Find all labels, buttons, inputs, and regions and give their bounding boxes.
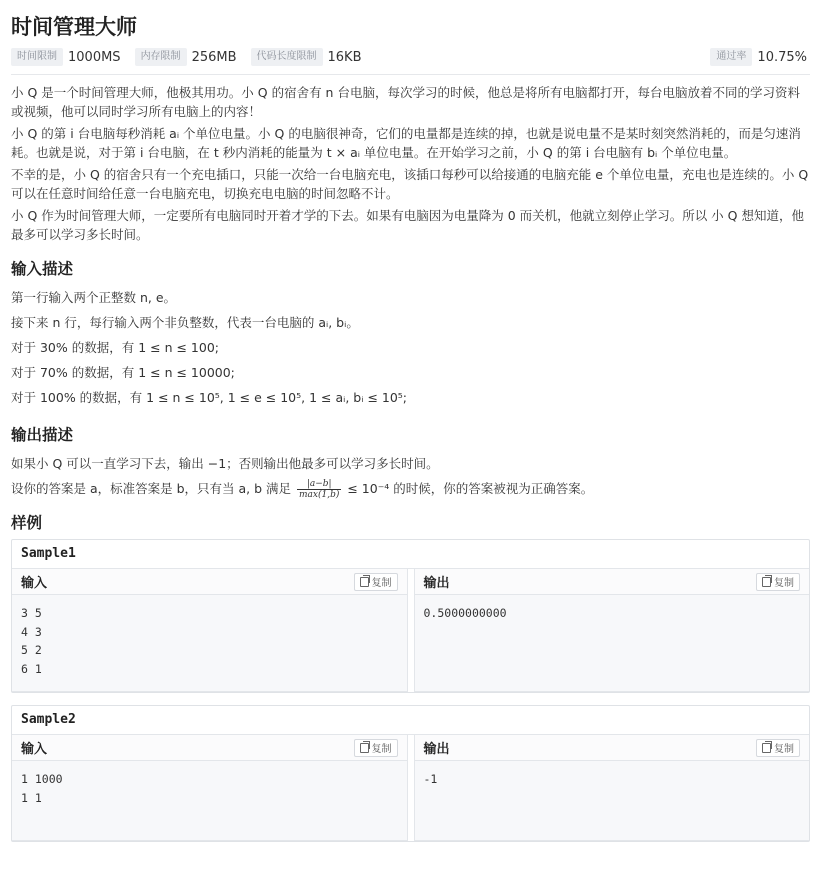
input-line: 对于 70% 的数据，有 1 ≤ n ≤ 10000; <box>11 365 235 380</box>
sample-input-label: 输入 <box>21 742 48 757</box>
input-line: 接下来 n 行，每行输入两个非负整数，代表一台电脑的 aᵢ, bᵢ。 <box>11 315 359 330</box>
output-description <box>11 451 810 501</box>
copy-label: 复制 <box>371 578 392 589</box>
description-paragraph-2: 小 Q 的第 i 台电脑每秒消耗 aᵢ 个单位电量。小 Q 的电脑很神奇，它们的电量都是连续的掉，也就是说电量不是某时刻突然消耗的，而是匀速消耗。也就是说，对于第 i 台电脑，在 t 秒内消耗的能量为 t × aᵢ 单位电量。在开始学习之前，小 Q 的第 i 台电脑有 bᵢ 个单位电量。 <box>11 126 801 160</box>
sample-output-panel <box>414 735 810 841</box>
problem-title: 时间管理大师 <box>11 15 137 39</box>
copy-icon <box>762 743 771 753</box>
divider <box>11 74 810 75</box>
sample-input-panel <box>12 569 408 692</box>
pass-rate-value: 10.75% <box>757 49 807 65</box>
sample-input-code: 3 5 4 3 5 2 6 1 <box>12 595 407 691</box>
input-description-heading: 输入描述 <box>11 260 74 278</box>
memory-limit-value: 256MB <box>191 49 237 65</box>
fraction-numerator: |a−b| <box>297 479 341 490</box>
samples-heading: 样例 <box>11 514 43 532</box>
description-paragraph-1: 小 Q 是一个时间管理大师，他极其用功。小 Q 的宿舍有 n 台电脑，每次学习的时候，他总是将所有电脑都打开，每台电脑放着不同的学习资料或视频，他可以同时学习所有电脑上的内容！ <box>11 85 800 119</box>
error-fraction <box>297 479 341 500</box>
input-description <box>11 285 810 410</box>
description-paragraph-3: 不幸的是，小 Q 的宿舍只有一个充电插口，只能一次给一台电脑充电，该插口每秒可以给接通的电脑充能 e 个单位电量，充电也是连续的。小 Q 可以在任意时间给任意一台电脑充电，切换充电电脑的时间忽略不计。 <box>11 167 809 201</box>
copy-input-button[interactable] <box>354 739 398 757</box>
pass-rate-label: 通过率 <box>710 48 752 66</box>
problem-description <box>11 84 810 244</box>
description-paragraph-4: 小 Q 作为时间管理大师，一定要所有电脑同时开着才学的下去。如果有电脑因为电量降为 0 而关机，他就立刻停止学习。所以 小 Q 想知道，他最多可以学习多长时间。 <box>11 208 804 242</box>
copy-icon <box>360 577 369 587</box>
copy-label: 复制 <box>371 744 392 755</box>
sample-input-code: 1 1000 1 1 <box>12 761 407 840</box>
copy-icon <box>762 577 771 587</box>
time-limit-label: 时间限制 <box>11 48 63 66</box>
sample-output-label: 输出 <box>423 742 450 757</box>
sample-block-1 <box>11 539 810 693</box>
output-line-2-prefix: 设你的答案是 a，标准答案是 b，只有当 a, b 满足 <box>11 481 292 496</box>
output-line-2-suffix: ≤ 10⁻⁴ 的时候，你的答案被视为正确答案。 <box>347 481 594 496</box>
input-line: 对于 30% 的数据，有 1 ≤ n ≤ 100; <box>11 340 219 355</box>
sample-output-code: -1 <box>415 761 810 840</box>
copy-label: 复制 <box>774 744 794 755</box>
sample-output-code: 0.5000000000 <box>415 595 810 691</box>
problem-meta <box>11 47 810 67</box>
copy-input-button[interactable] <box>354 573 398 591</box>
sample-title: Sample2 <box>12 706 809 735</box>
sample-block-2 <box>11 705 810 842</box>
sample-title: Sample1 <box>12 540 809 569</box>
output-line-2 <box>11 476 810 501</box>
sample-output-panel <box>414 569 810 692</box>
code-limit-label: 代码长度限制 <box>251 48 323 66</box>
sample-input-panel <box>12 735 408 841</box>
input-line: 第一行输入两个正整数 n, e。 <box>11 290 177 305</box>
copy-output-button[interactable] <box>756 739 800 757</box>
copy-icon <box>360 743 369 753</box>
memory-limit-label: 内存限制 <box>135 48 187 66</box>
code-limit-value: 16KB <box>327 49 362 65</box>
input-line: 对于 100% 的数据，有 1 ≤ n ≤ 10⁵, 1 ≤ e ≤ 10⁵, 1 ≤ aᵢ, bᵢ ≤ 10⁵; <box>11 390 408 405</box>
sample-output-label: 输出 <box>423 576 450 591</box>
output-description-heading: 输出描述 <box>11 426 74 444</box>
sample-input-label: 输入 <box>21 576 48 591</box>
fraction-denominator: max(1,b) <box>299 490 340 500</box>
copy-output-button[interactable] <box>756 573 800 591</box>
time-limit-value: 1000MS <box>68 49 121 65</box>
output-line-1: 如果小 Q 可以一直学习下去，输出 −1；否则输出他最多可以学习多长时间。 <box>11 456 439 471</box>
copy-label: 复制 <box>774 578 794 589</box>
